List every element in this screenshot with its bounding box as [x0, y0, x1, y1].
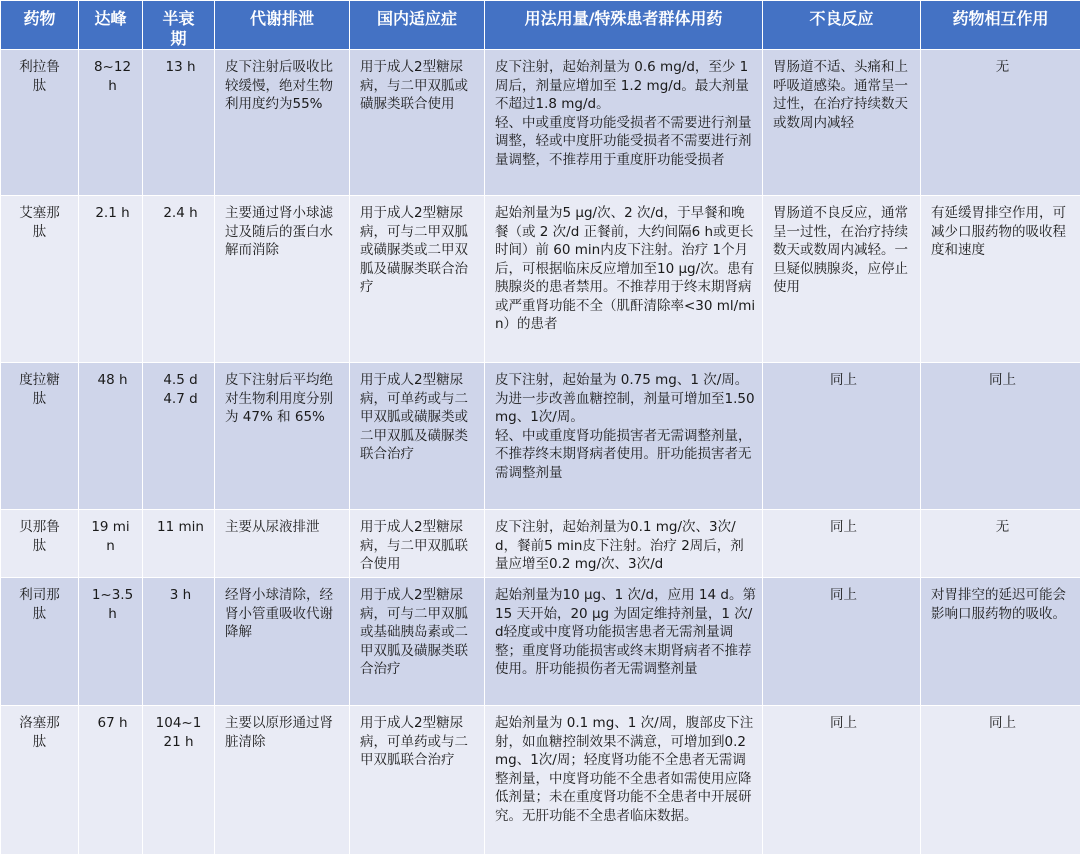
half-life-cell: 4.5 d 4.7 d — [143, 363, 215, 510]
drug-name-cell: 洛塞那肽 — [1, 706, 79, 855]
metabolism-cell: 经肾小球清除，经肾小管重吸收代谢降解 — [215, 578, 350, 706]
table-row — [1, 706, 1080, 855]
interaction-cell: 同上 — [921, 363, 1080, 510]
header-drug: 药物 — [1, 1, 79, 50]
header-adverse: 不良反应 — [763, 1, 921, 50]
metabolism-cell: 皮下注射后平均绝对生物利用度分别为 47% 和 65% — [215, 363, 350, 510]
peak-cell: 67 h — [79, 706, 143, 855]
interaction-cell: 无 — [921, 50, 1080, 196]
table-row — [1, 363, 1080, 510]
dosage-cell: 皮下注射，起始量为 0.75 mg、1 次/周。为进一步改善血糖控制，剂量可增加至1.50 mg、1次/周。 轻、中或重度肾功能损害者无需调整剂量， 不推荐终末期肾病者使用。肝功能损害者无需调整剂量 — [485, 363, 763, 510]
indication-cell: 用于成人2型糖尿病，可与二甲双胍或磺脲类或二甲双胍及磺脲类联合治疗 — [350, 196, 485, 363]
adverse-cell: 胃肠道不良反应，通常呈一过性，在治疗持续数天或数周内减轻。一旦疑似胰腺炎，应停止使用 — [763, 196, 921, 363]
interaction-cell: 对胃排空的延迟可能会影响口服药物的吸收。 — [921, 578, 1080, 706]
header-indication: 国内适应症 — [350, 1, 485, 50]
indication-cell: 用于成人2型糖尿病，与二甲双胍联合使用 — [350, 510, 485, 578]
header-peak: 达峰 — [79, 1, 143, 50]
dosage-cell: 皮下注射，起始剂量为 0.6 mg/d，至少 1 周后，剂量应增加至 1.2 mg/d。最大剂量不超过1.8 mg/d。 轻、中或重度肾功能受损者不需要进行剂量调整，轻或中度肝功能受损者不需要进行剂量调整，不推荐用于重度肝功能受损者 — [485, 50, 763, 196]
half-life-cell: 104~121 h — [143, 706, 215, 855]
header-dosage: 用法用量/特殊患者群体用药 — [485, 1, 763, 50]
half-life-cell: 11 min — [143, 510, 215, 578]
drug-name-cell: 利拉鲁肽 — [1, 50, 79, 196]
metabolism-cell: 主要通过肾小球滤过及随后的蛋白水解而消除 — [215, 196, 350, 363]
half-life-cell: 2.4 h — [143, 196, 215, 363]
indication-cell: 用于成人2型糖尿病，可单药或与二甲双胍或磺脲类或二甲双胍及磺脲类联合治疗 — [350, 363, 485, 510]
adverse-cell: 同上 — [763, 363, 921, 510]
header-interaction: 药物相互作用 — [921, 1, 1080, 50]
half-life-cell: 13 h — [143, 50, 215, 196]
peak-cell: 48 h — [79, 363, 143, 510]
interaction-cell: 无 — [921, 510, 1080, 578]
drug-name-cell: 艾塞那肽 — [1, 196, 79, 363]
peak-cell: 19 min — [79, 510, 143, 578]
metabolism-cell: 皮下注射后吸收比较缓慢，绝对生物利用度约为55% — [215, 50, 350, 196]
drug-name-cell: 利司那肽 — [1, 578, 79, 706]
interaction-cell: 有延缓胃排空作用，可减少口服药物的吸收程度和速度 — [921, 196, 1080, 363]
adverse-cell: 同上 — [763, 578, 921, 706]
indication-cell: 用于成人2型糖尿病，与二甲双胍或磺脲类联合使用 — [350, 50, 485, 196]
table-row — [1, 50, 1080, 196]
table-row — [1, 510, 1080, 578]
dosage-cell: 皮下注射，起始剂量为0.1 mg/次、3次/d，餐前5 min皮下注射。治疗 2周后，剂量应增至0.2 mg/次、3次/d — [485, 510, 763, 578]
header-metabolism: 代谢排泄 — [215, 1, 350, 50]
drug-name-cell: 贝那鲁肽 — [1, 510, 79, 578]
adverse-cell: 同上 — [763, 706, 921, 855]
metabolism-cell: 主要从尿液排泄 — [215, 510, 350, 578]
indication-cell: 用于成人2型糖尿病，可单药或与二甲双胍联合治疗 — [350, 706, 485, 855]
dosage-cell: 起始剂量为 0.1 mg、1 次/周，腹部皮下注射，如血糖控制效果不满意，可增加到0.2 mg、1次/周；轻度肾功能不全患者无需调整剂量，中度肾功能不全患者如需使用应降低剂量；未在重度肾功能不全患者中开展研究。无肝功能不全患者临床数据。 — [485, 706, 763, 855]
header-half-life: 半衰期 — [143, 1, 215, 50]
adverse-cell: 胃肠道不适、头痛和上呼吸道感染。通常呈一过性，在治疗持续数天或数周内减轻 — [763, 50, 921, 196]
metabolism-cell: 主要以原形通过肾脏清除 — [215, 706, 350, 855]
drug-name-cell: 度拉糖肽 — [1, 363, 79, 510]
table-row — [1, 196, 1080, 363]
dosage-cell: 起始剂量为10 μg、1 次/d，应用 14 d。第 15 天开始，20 μg 为固定维持剂量，1 次/d轻度或中度肾功能损害患者无需剂量调整；重度肾功能损害或终末期肾病者不推荐使用。肝功能损伤者无需调整剂量 — [485, 578, 763, 706]
dosage-cell: 起始剂量为5 μg/次、2 次/d，于早餐和晚餐（或 2 次/d 正餐前，大约间隔6 h或更长时间）前 60 min内皮下注射。治疗 1个月后，可根据临床反应增加至10 μg/次。患有胰腺炎的患者禁用。不推荐用于终末期肾病或严重肾功能不全（肌酐清除率<30 ml/min）的患者 — [485, 196, 763, 363]
peak-cell: 1~3.5 h — [79, 578, 143, 706]
peak-cell: 8~12 h — [79, 50, 143, 196]
indication-cell: 用于成人2型糖尿病，可与二甲双胍或基础胰岛素或二甲双胍及磺脲类联合治疗 — [350, 578, 485, 706]
interaction-cell: 同上 — [921, 706, 1080, 855]
adverse-cell: 同上 — [763, 510, 921, 578]
peak-cell: 2.1 h — [79, 196, 143, 363]
half-life-cell: 3 h — [143, 578, 215, 706]
table-row — [1, 578, 1080, 706]
header-row — [1, 1, 1080, 50]
